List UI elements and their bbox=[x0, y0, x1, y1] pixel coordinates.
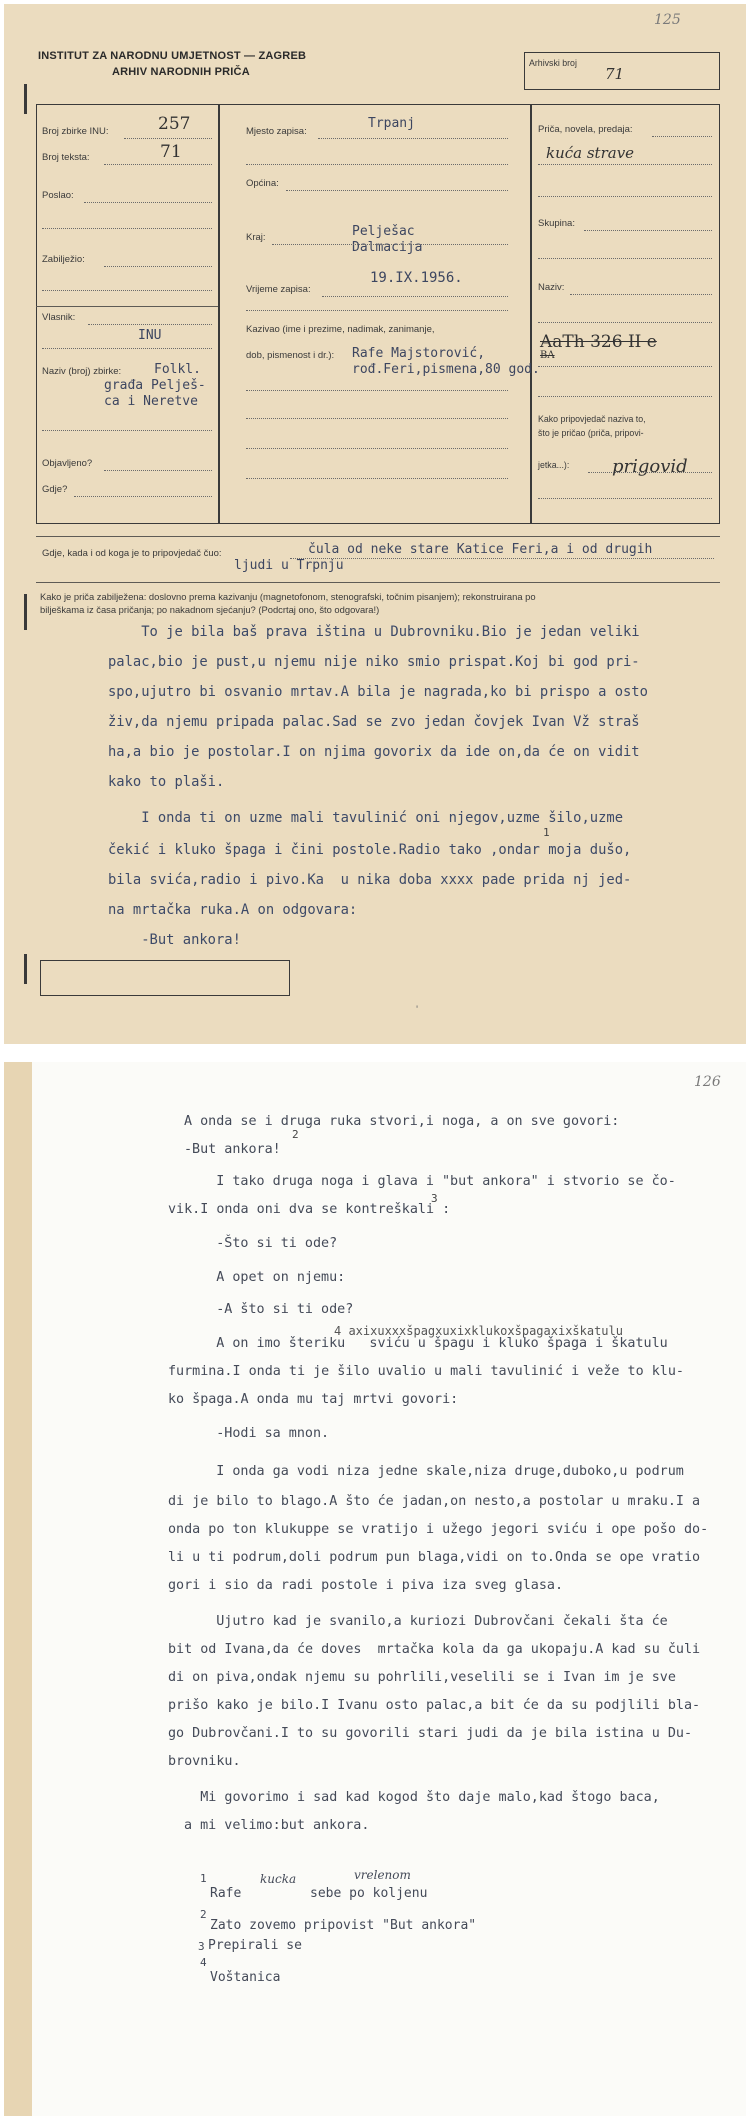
note-4-number: 4 bbox=[200, 1956, 207, 1969]
note-1-handwritten-struck: kucka bbox=[260, 1872, 297, 1886]
naziv-label: Naziv: bbox=[538, 282, 565, 293]
vrijeme-value: 19.IX.1956. bbox=[370, 270, 463, 286]
story-line: go Dubrovčani.I to su govorili stari judi da je bila istina u Du- bbox=[168, 1726, 693, 1741]
typed-continuation-page bbox=[4, 1062, 746, 2116]
footnote-ref-1: 1 bbox=[543, 826, 550, 839]
form-divider-left bbox=[218, 104, 220, 524]
mjesto-line-2 bbox=[246, 164, 508, 165]
story-line: bit od Ivana,da će doves mrtačka kola da ga ukopaju.A kad su čuli bbox=[168, 1642, 701, 1657]
separator-2 bbox=[36, 582, 720, 583]
archive-form-page bbox=[4, 4, 746, 1044]
note-2-text: Zato zovemo pripovist "But ankora" bbox=[210, 1918, 477, 1933]
story-line: -Hodi sa mnon. bbox=[184, 1426, 330, 1441]
story-line: di on piva,ondak njemu su pohrlili,veselili se i Ivan im je sve bbox=[168, 1670, 676, 1685]
code-line bbox=[538, 366, 712, 367]
poslao-label: Poslao: bbox=[42, 190, 74, 201]
vrijeme-label: Vrijeme zapisa: bbox=[246, 284, 311, 295]
story-line: To je bila baš prava iština u Dubrovniku.Bio je jedan veliki bbox=[108, 624, 640, 640]
vlasnik-label: Vlasnik: bbox=[42, 312, 76, 323]
kako-label-2: što je pričao (priča, pripovi- bbox=[538, 428, 644, 438]
story-text bbox=[108, 624, 728, 954]
story-line: -But ankora! bbox=[184, 1142, 281, 1157]
story-line: prišo kako je bilo.I Ivanu osto palac,a bit će da su podjlili bla- bbox=[168, 1698, 701, 1713]
form-divider-right bbox=[530, 104, 532, 524]
story-line: spo,ujutro bi osvanio mrtav.A bila je nagrada,ko bi prispo a osto bbox=[108, 684, 648, 700]
kazivac-line-3 bbox=[246, 448, 508, 449]
story-line: na mrtačka ruka.A on odgovara: bbox=[108, 902, 358, 918]
naziv-line bbox=[42, 430, 212, 431]
note-1-number: 1 bbox=[200, 1872, 207, 1885]
story-line: A opet on njemu: bbox=[184, 1270, 346, 1285]
story-line: A on imo šteriku sviću u špagu i kluko špaga i škatulu bbox=[184, 1336, 668, 1351]
story-line: palac,bio je pust,u njemu nije niko smio prispat.Koj bi god pri- bbox=[108, 654, 640, 670]
vlasnik-value: INU bbox=[138, 328, 162, 343]
skupina-label: Skupina: bbox=[538, 218, 575, 229]
objavljeno-label: Objavljeno? bbox=[42, 458, 93, 469]
footnotes bbox=[194, 1868, 714, 2072]
opcina-line bbox=[286, 190, 508, 191]
zbirka-line bbox=[124, 138, 212, 139]
story-continuation bbox=[168, 1114, 744, 1914]
story-line: furmina.I onda ti je šilo uvalio u mali tavulinić i veže to klu- bbox=[168, 1364, 684, 1379]
story-line: -Što si ti ode? bbox=[184, 1236, 338, 1251]
classification-code-sub: BA bbox=[540, 350, 555, 361]
method-line-1: Kako je priča zabilježena: doslovno prema kazivanju (magnetofonom, stenografski, točnim pisanjem); rekonstruirana po bbox=[40, 591, 536, 602]
margin-mark-middle bbox=[24, 594, 27, 630]
archive-number-label: Arhivski broj bbox=[529, 58, 577, 68]
mjesto-line bbox=[318, 138, 508, 139]
prica-line bbox=[652, 136, 712, 137]
mjesto-value: Trpanj bbox=[368, 116, 415, 131]
mjesto-label: Mjesto zapisa: bbox=[246, 126, 307, 137]
note-3-text: Prepirali se bbox=[208, 1938, 302, 1953]
story-line: I tako druga noga i glava i "but ankora" i stvorio se čo- bbox=[184, 1174, 676, 1189]
gdje-kada-value-1: čula od neke stare Katice Feri,a i od drugih bbox=[308, 542, 653, 557]
code-line-2 bbox=[538, 396, 712, 397]
story-line: kako to plaši. bbox=[108, 774, 225, 790]
story-line: ko špaga.A onda mu taj mrtvi govori: bbox=[168, 1392, 459, 1407]
poslao-line bbox=[84, 202, 212, 203]
page-number: 125 bbox=[654, 12, 681, 28]
story-line: vik.I onda oni dva se kontreškali : bbox=[168, 1202, 451, 1217]
skupina-line-2 bbox=[538, 258, 712, 259]
archive-number-box bbox=[524, 52, 720, 90]
teksta-value: 71 bbox=[160, 142, 182, 162]
story-line: A onda se i druga ruka stvori,i noga, a on sve govori: bbox=[184, 1114, 620, 1129]
teksta-line bbox=[104, 164, 212, 165]
kazivac-line-1 bbox=[246, 390, 508, 391]
story-line: -A što si ti ode? bbox=[184, 1302, 354, 1317]
prica-line-2 bbox=[538, 164, 712, 165]
bottom-box bbox=[40, 960, 290, 996]
note-4-text: Voštanica bbox=[210, 1970, 281, 1985]
story-line: ha,a bio je postolar.I on njima govorix da ide on,da će on vidit bbox=[108, 744, 640, 760]
margin-mark-bottom bbox=[24, 954, 27, 984]
kraj-line bbox=[272, 244, 508, 245]
vlasnik-line bbox=[88, 324, 212, 325]
story-line: li u ti podrum,doli podrum pun blaga,vidi on to.Onda se ope vratio bbox=[168, 1550, 701, 1565]
note-3-number: 3 bbox=[198, 1940, 205, 1953]
kako-line-2 bbox=[538, 498, 712, 499]
story-line: bila svića,radio i pivo.Ka u nika doba xxxx pade prida nj jed- bbox=[108, 872, 632, 888]
paper-edge-strip bbox=[4, 1062, 32, 2116]
note-1-text: Rafe bbox=[210, 1886, 242, 1901]
gdje-kada-label: Gdje, kada i od koga je to pripovjedač čuo: bbox=[42, 548, 222, 559]
gdje-line bbox=[74, 496, 212, 497]
archive-title: ARHIV NARODNIH PRIČA bbox=[112, 66, 250, 78]
story-line: di je bilo to blago.A što će jadan,on nesto,a postolar u mraku.I a bbox=[168, 1494, 701, 1509]
naziv-zbirke-label: Naziv (broj) zbirke: bbox=[42, 366, 122, 377]
story-line: onda po ton klukuppe se vratijo i užego jegori sviću i ope pošo do- bbox=[168, 1522, 709, 1537]
classification-code: AaTh 326 II e bbox=[540, 332, 657, 352]
naziv-zbirke-value-3: ca i Neretve bbox=[104, 394, 198, 409]
story-line: brovniku. bbox=[168, 1754, 241, 1769]
kako-value: prigovid bbox=[612, 456, 688, 477]
opcina-label: Općina: bbox=[246, 178, 279, 189]
margin-mark: ' bbox=[416, 1004, 419, 1016]
story-line: I onda ti on uzme mali tavulinić oni njegov,uzme šilo,uzme bbox=[108, 810, 623, 826]
zbirka-value: 257 bbox=[158, 114, 191, 134]
naziv-zbirke-value-2: građa Pelješ- bbox=[104, 378, 206, 393]
struck-line: 4 axixuxxxšpagxuxixklukoxšpagaxixškatulu bbox=[334, 1324, 623, 1338]
objavljeno-line bbox=[104, 470, 212, 471]
footnote-ref-2: 2 bbox=[292, 1128, 299, 1141]
story-line: -But ankora! bbox=[108, 932, 241, 948]
story-line: živ,da njemu pripada palac.Sad se zvo jedan čovjek Ivan Vž straš bbox=[108, 714, 640, 730]
vlasnik-line-2 bbox=[42, 348, 212, 349]
left-col-separator bbox=[36, 306, 218, 307]
gdje-label: Gdje? bbox=[42, 484, 68, 495]
kazivac-line-2 bbox=[246, 418, 508, 419]
poslao-line-2 bbox=[42, 228, 212, 229]
archive-number-value: 71 bbox=[605, 65, 625, 83]
story-line: Mi govorimo i sad kad kogod što daje malo,kad štogo baca, bbox=[168, 1790, 660, 1805]
method-line-2: bilješkama iz časa pričanja; po nakadnom sjećanju? (Podcrtaj ono, što odgovara!) bbox=[40, 604, 380, 615]
story-line: čekić i kluko špaga i čini postole.Radio tako ,ondar moja dušo, bbox=[108, 842, 632, 858]
kazivac-value-2: rođ.Feri,pismena,80 god. bbox=[352, 362, 540, 377]
kazivac-label-1: Kazivao (ime i prezime, nadimak, zanimanje, bbox=[246, 324, 435, 335]
zabiljezio-line bbox=[104, 266, 212, 267]
vrijeme-line bbox=[322, 296, 508, 297]
story-line: I onda ga vodi niza jedne skale,niza druge,duboko,u podrum bbox=[184, 1464, 684, 1479]
teksta-label: Broj teksta: bbox=[42, 152, 90, 163]
kako-label-1: Kako pripovjedač naziva to, bbox=[538, 414, 646, 424]
kraj-value-2: Dalmacija bbox=[352, 240, 423, 255]
naziv-line bbox=[570, 294, 712, 295]
story-line: Ujutro kad je svanilo,a kuriozi Dubrovčani čekali šta će bbox=[184, 1614, 668, 1629]
prica-label: Priča, novela, predaja: bbox=[538, 124, 633, 135]
vrijeme-line-2 bbox=[246, 310, 508, 311]
method-instructions bbox=[40, 590, 716, 616]
naziv-line-2 bbox=[538, 322, 712, 323]
note-1-handwritten: vrelenom bbox=[354, 1868, 411, 1882]
kazivac-line-4 bbox=[246, 478, 508, 479]
zbirka-label: Broj zbirke INU: bbox=[42, 126, 109, 137]
story-line: gori i sio da radi postole i piva iza sveg glasa. bbox=[168, 1578, 564, 1593]
naziv-zbirke-value-1: Folkl. bbox=[154, 362, 201, 377]
skupina-line bbox=[584, 230, 712, 231]
footnote-ref-3: 3 bbox=[431, 1192, 438, 1205]
gdje-kada-value-2: ljudi u Trpnju bbox=[234, 558, 344, 573]
separator-1 bbox=[36, 536, 720, 537]
kako-label-3: jetka...): bbox=[538, 460, 570, 470]
kako-line bbox=[588, 472, 712, 473]
zabiljezio-label: Zabilježio: bbox=[42, 254, 85, 265]
institute-title: INSTITUT ZA NARODNU UMJETNOST — ZAGREB bbox=[38, 50, 307, 62]
note-2-number: 2 bbox=[200, 1908, 207, 1921]
note-1-rest: sebe po koljenu bbox=[310, 1886, 428, 1901]
page-number: 126 bbox=[694, 1074, 721, 1090]
kraj-label: Kraj: bbox=[246, 232, 266, 243]
zabiljezio-line-2 bbox=[42, 290, 212, 291]
prica-line-3 bbox=[538, 196, 712, 197]
kazivac-label-2: dob, pismenost i dr.): bbox=[246, 350, 335, 361]
gdje-kada-line bbox=[290, 558, 714, 559]
kraj-value-1: Pelješac bbox=[352, 224, 415, 239]
margin-mark-top bbox=[24, 84, 27, 114]
prica-value: kuća strave bbox=[546, 144, 635, 162]
kazivac-value-1: Rafe Majstorović, bbox=[352, 346, 486, 361]
story-line: a mi velimo:but ankora. bbox=[184, 1818, 370, 1833]
